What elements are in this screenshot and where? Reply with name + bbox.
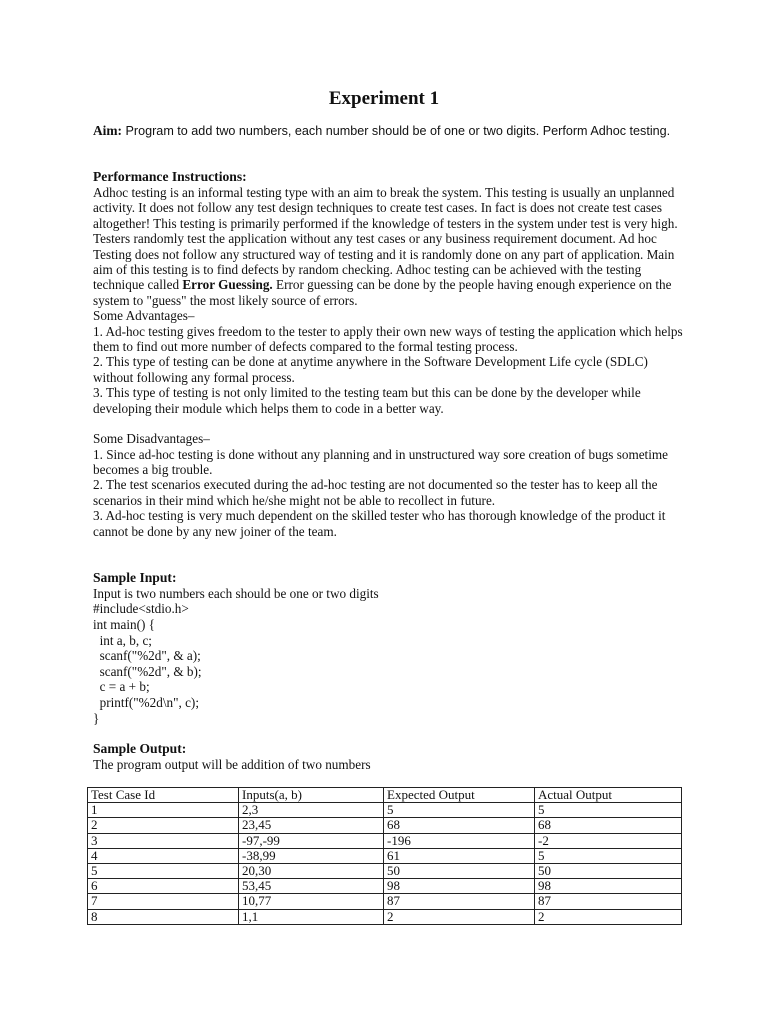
table-cell: 7 bbox=[88, 894, 239, 909]
intro-text-2: Error guessing can be done by the people having enough experience on the system to "guess" the most likely source of errors. bbox=[93, 277, 672, 308]
table-cell: 98 bbox=[384, 879, 535, 894]
table-row bbox=[88, 848, 682, 863]
table-row bbox=[88, 894, 682, 909]
sample-input-section bbox=[93, 570, 688, 726]
table-cell: 6 bbox=[88, 879, 239, 894]
table-cell: 5 bbox=[384, 803, 535, 818]
column-header: Expected Output bbox=[384, 788, 535, 803]
disadvantages-heading: Some Disadvantages– bbox=[93, 431, 210, 447]
advantage-item: 1. Ad-hoc testing gives freedom to the tester to apply their own new ways of testing the application which helps them to find out more number of defects compared to the formal testing process. bbox=[93, 323, 683, 355]
table-cell: 68 bbox=[535, 818, 682, 833]
sample-output-heading: Sample Output: bbox=[93, 741, 187, 756]
table-cell: 5 bbox=[88, 863, 239, 878]
sample-output-section bbox=[93, 741, 688, 772]
page-title: Experiment 1 bbox=[328, 88, 440, 109]
table-cell: 53,45 bbox=[239, 879, 384, 894]
table-cell: 50 bbox=[384, 863, 535, 878]
table-cell: 23,45 bbox=[239, 818, 384, 833]
sample-input-description: Input is two numbers each should be one or two digits bbox=[93, 586, 379, 601]
code-block: #include<stdio.h> int main() { int a, b, c; scanf("%2d", & a); scanf("%2d", & b); c = a + b; printf("%2d\n", c); } bbox=[93, 601, 202, 726]
disadvantage-item: 2. The test scenarios executed during the ad-hoc testing are not documented so the tester has to keep all the scenarios in their mind which he/she might not be able to recollect in future. bbox=[93, 477, 658, 508]
performance-heading: Performance Instructions: bbox=[93, 169, 247, 184]
aim-section bbox=[93, 123, 688, 140]
table-cell: 68 bbox=[384, 818, 535, 833]
table-cell: 3 bbox=[88, 833, 239, 848]
table-cell: -38,99 bbox=[239, 848, 384, 863]
table-cell: 87 bbox=[384, 894, 535, 909]
table-cell: 8 bbox=[88, 909, 239, 924]
sample-output-description: The program output will be addition of two numbers bbox=[93, 757, 371, 772]
advantages-heading: Some Advantages– bbox=[93, 308, 195, 324]
performance-intro bbox=[93, 185, 688, 308]
table-cell: 10,77 bbox=[239, 894, 384, 909]
column-header: Actual Output bbox=[535, 788, 682, 803]
table-cell: 50 bbox=[535, 863, 682, 878]
intro-text-1: Adhoc testing is an informal testing type with an aim to break the system. This testing is usually an unplanned activity. It does not follow any test design techniques to create test cases. In fact is does not create test cases altogether! This testing is primarily performed if the knowledge of testers in the system under test is very high. Testers randomly test the application without any test cases or any business requirement document. Ad hoc Testing does not follow any structured way of testing and it is randomly done on any part of application. Main aim of this testing is to find defects by random checking. Adhoc testing can be achieved with the testing technique called bbox=[93, 185, 678, 293]
disadvantage-item: 1. Since ad-hoc testing is done without any planning and in unstructured way sore creation of bugs sometime becomes a big trouble. bbox=[93, 446, 668, 477]
table-row bbox=[88, 803, 682, 818]
table-cell: 61 bbox=[384, 848, 535, 863]
table-cell: 2 bbox=[535, 909, 682, 924]
table-row bbox=[88, 833, 682, 848]
table-row bbox=[88, 909, 682, 924]
table-header-row bbox=[88, 788, 682, 803]
table-row bbox=[88, 818, 682, 833]
column-header: Test Case Id bbox=[88, 788, 239, 803]
advantage-item: 3. This type of testing is not only limited to the testing team but this can be done by the developer while developing their module which helps them to code in a better way. bbox=[93, 385, 641, 416]
spacer bbox=[93, 416, 688, 431]
error-guessing-term: Error Guessing. bbox=[182, 277, 273, 293]
table-cell: 2 bbox=[384, 909, 535, 924]
table-cell: 20,30 bbox=[239, 863, 384, 878]
disadvantage-item: 3. Ad-hoc testing is very much dependent on the skilled tester who has thorough knowledge of the product it cannot be done by any new joiner of the team. bbox=[93, 508, 666, 539]
test-case-table bbox=[87, 787, 682, 925]
table-cell: -2 bbox=[535, 833, 682, 848]
table-cell: 87 bbox=[535, 894, 682, 909]
table-cell: 1,1 bbox=[239, 909, 384, 924]
performance-section bbox=[93, 169, 688, 539]
table-cell: 5 bbox=[535, 803, 682, 818]
table-row bbox=[88, 879, 682, 894]
table-cell: 98 bbox=[535, 879, 682, 894]
table-row bbox=[88, 863, 682, 878]
table-cell: 5 bbox=[535, 848, 682, 863]
table-cell: -97,-99 bbox=[239, 833, 384, 848]
table-cell: 4 bbox=[88, 848, 239, 863]
table-cell: 2,3 bbox=[239, 803, 384, 818]
column-header: Inputs(a, b) bbox=[239, 788, 384, 803]
table-cell: 1 bbox=[88, 803, 239, 818]
table-cell: -196 bbox=[384, 833, 535, 848]
aim-text: Program to add two numbers, each number should be of one or two digits. Perform Adhoc testing. bbox=[122, 124, 671, 138]
aim-label: Aim: bbox=[93, 123, 123, 138]
table-cell: 2 bbox=[88, 818, 239, 833]
sample-input-heading: Sample Input: bbox=[93, 570, 177, 585]
advantage-item: 2. This type of testing can be done at anytime anywhere in the Software Development Life cycle (SDLC) without following any formal process. bbox=[93, 354, 648, 385]
